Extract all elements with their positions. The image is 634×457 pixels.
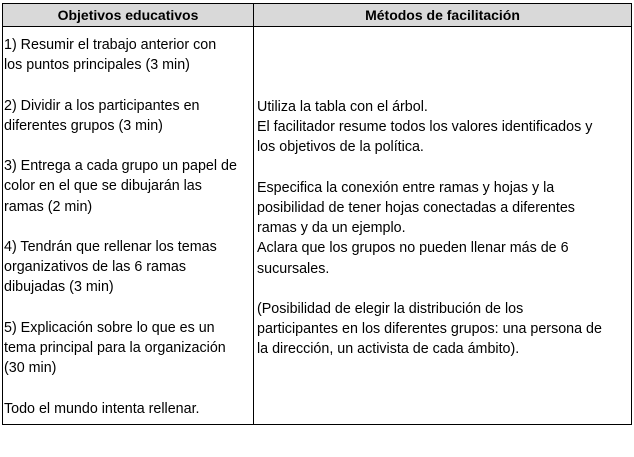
table-header-row [3, 4, 631, 27]
column-divider [253, 4, 254, 424]
method-item-1 [257, 97, 631, 158]
method-item-text: sucursales. [257, 260, 330, 277]
method-item-text: (Posibilidad de elegir la distribución de los [257, 301, 524, 317]
method-item-2 [257, 178, 631, 279]
objective-item-6 [4, 399, 252, 419]
objective-item-3 [4, 156, 252, 217]
objective-item-4 [4, 237, 252, 298]
objective-item-1 [4, 35, 252, 75]
objective-item-text: 3) Entrega a cada grupo un papel de [4, 158, 237, 175]
objectives-column [4, 27, 252, 419]
objective-item-text: 4) Tendrán que rellenar los temas [4, 238, 217, 255]
method-item-text: El facilitador resume todos los valores identificados y [257, 119, 593, 136]
header-educational-objectives: Objetivos educativos [57, 7, 199, 23]
objective-item-5 [4, 318, 252, 379]
objective-item-text: 1) Resumir el trabajo anterior con [4, 37, 217, 53]
objective-item-text: tema principal para la organización [4, 339, 226, 356]
method-item-text: participantes en los diferentes grupos: una persona de [257, 321, 602, 338]
header-facilitation-methods: Métodos de facilitación [365, 7, 520, 23]
objective-item-text: los puntos principales (3 min) [4, 57, 190, 74]
objective-item-text: Todo el mundo intenta rellenar. [4, 400, 200, 417]
objective-item-text: ramas (2 min) [4, 198, 93, 215]
methods-column [257, 27, 631, 360]
method-item-text: ramas y da un ejemplo. [257, 220, 406, 237]
method-item-text: Aclara que los grupos no pueden llenar más de 6 [257, 240, 569, 257]
objective-item-text: color en el que se dibujarán las [4, 178, 202, 195]
objective-item-text: dibujadas (3 min) [4, 279, 114, 296]
objective-item-text: diferentes grupos (3 min) [4, 117, 163, 134]
objective-item-text: 5) Explicación sobre lo que es un [4, 319, 215, 336]
objective-item-text: (30 min) [4, 360, 57, 377]
method-item-text: Utiliza la tabla con el árbol. [257, 99, 428, 115]
method-item-text: Especifica la conexión entre ramas y hojas y la [257, 179, 555, 196]
method-item-text: los objetivos de la política. [257, 139, 424, 156]
objective-item-text: organizativos de las 6 ramas [4, 259, 186, 276]
method-item-3 [257, 299, 631, 360]
facilitation-table [2, 3, 632, 425]
method-item-text: la dirección, un activista de cada ámbito). [257, 341, 520, 358]
method-item-text: posibilidad de tener hojas conectadas a diferentes [257, 200, 575, 216]
objective-item-2 [4, 96, 252, 136]
objective-item-text: 2) Dividir a los participantes en [4, 97, 200, 114]
